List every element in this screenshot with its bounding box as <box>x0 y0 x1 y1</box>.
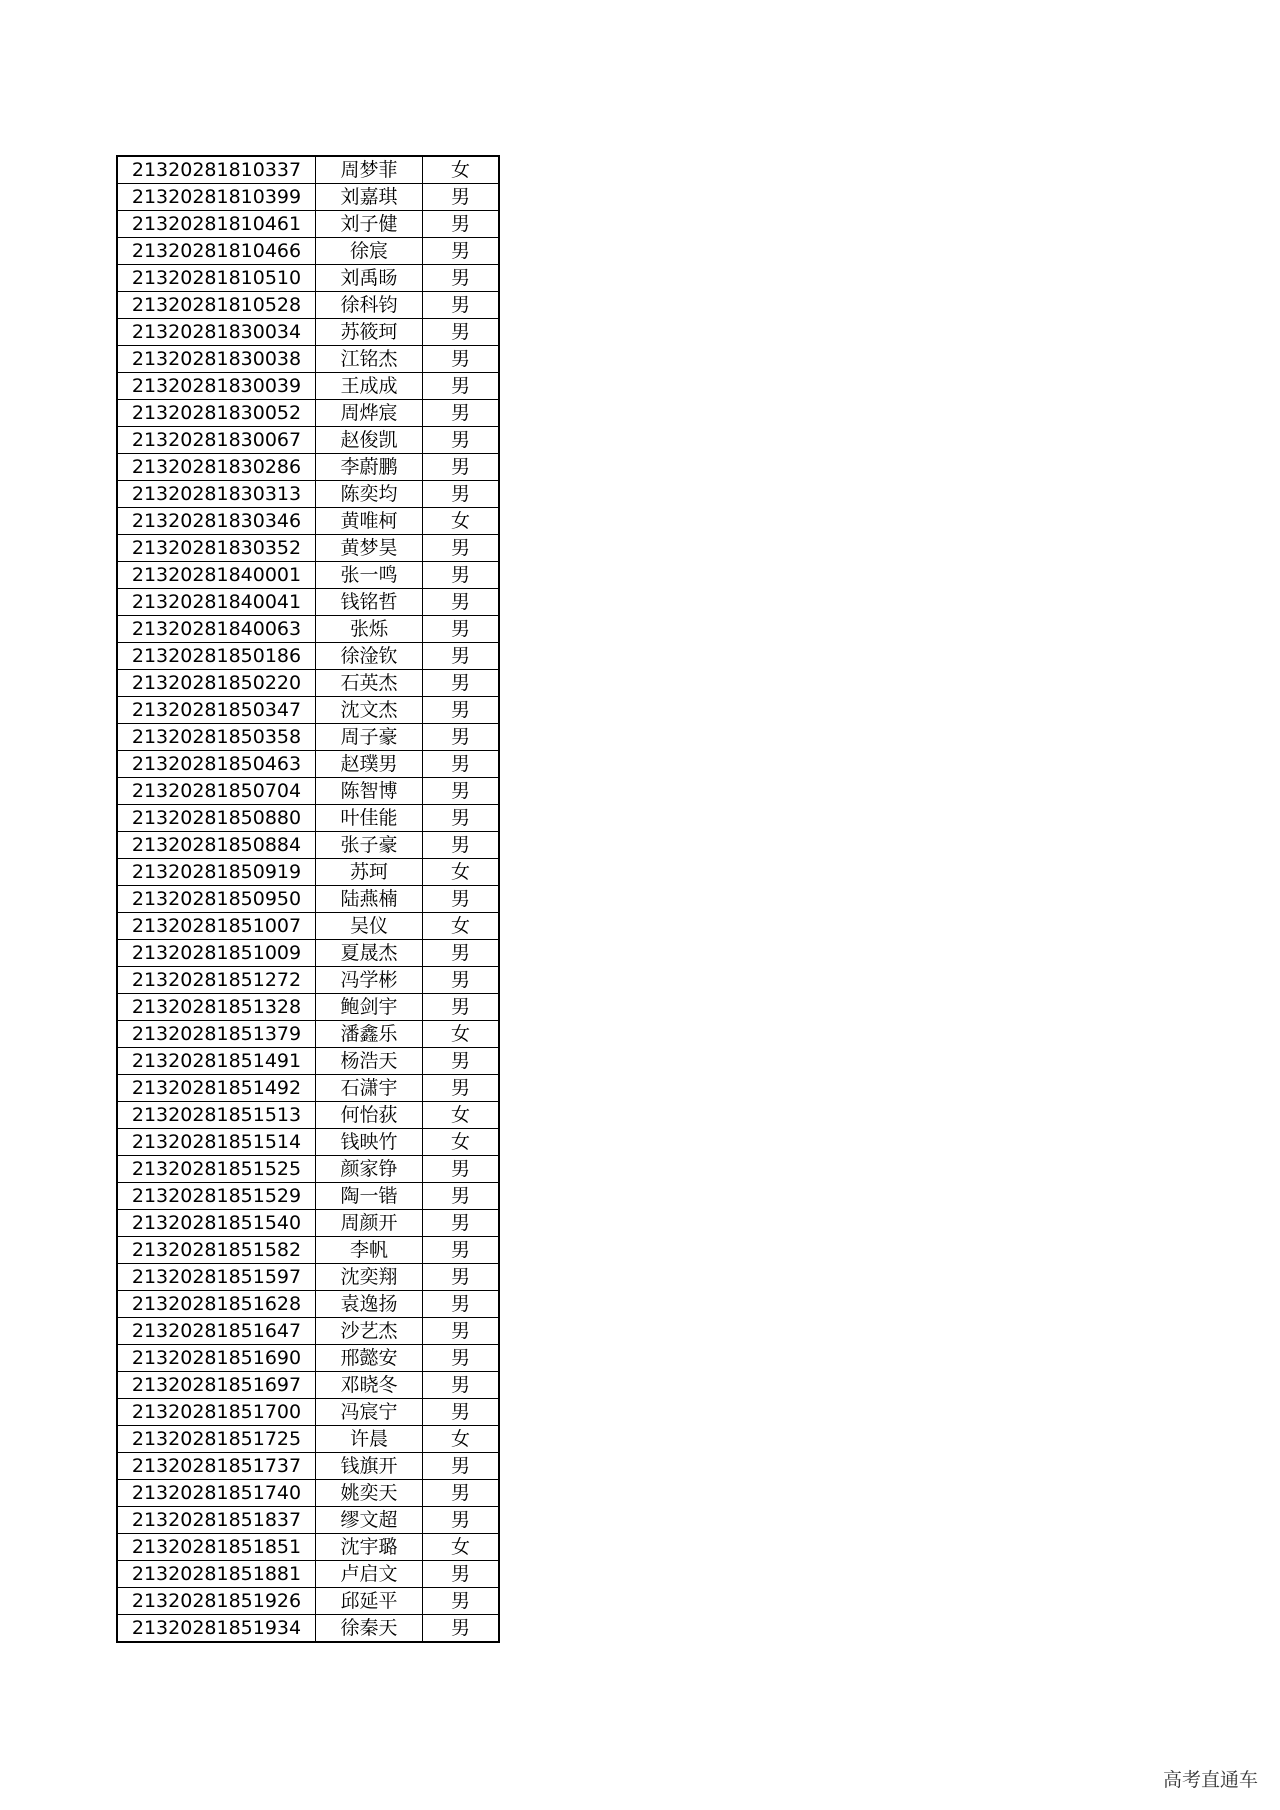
table-row <box>117 319 499 346</box>
name-cell: 颜家铮 <box>316 1156 423 1183</box>
gender-cell: 男 <box>423 1210 500 1237</box>
exam-id-cell: 21320281840063 <box>117 616 316 643</box>
gender-cell: 女 <box>423 156 500 184</box>
exam-id-cell: 21320281851525 <box>117 1156 316 1183</box>
table-row <box>117 292 499 319</box>
table-row <box>117 1210 499 1237</box>
table-row <box>117 1480 499 1507</box>
exam-id-cell: 21320281851697 <box>117 1372 316 1399</box>
table-row <box>117 1318 499 1345</box>
name-cell: 袁逸扬 <box>316 1291 423 1318</box>
gender-cell: 男 <box>423 238 500 265</box>
exam-id-cell: 21320281851725 <box>117 1426 316 1453</box>
name-cell: 陆燕楠 <box>316 886 423 913</box>
gender-cell: 女 <box>423 1534 500 1561</box>
name-cell: 陈智博 <box>316 778 423 805</box>
table-row <box>117 1237 499 1264</box>
table-row <box>117 1291 499 1318</box>
table-row <box>117 886 499 913</box>
exam-id-cell: 21320281851009 <box>117 940 316 967</box>
exam-id-cell: 21320281851690 <box>117 1345 316 1372</box>
table-row <box>117 156 499 184</box>
exam-id-cell: 21320281810528 <box>117 292 316 319</box>
exam-id-cell: 21320281851740 <box>117 1480 316 1507</box>
table-row <box>117 778 499 805</box>
table-row <box>117 265 499 292</box>
gender-cell: 男 <box>423 1372 500 1399</box>
name-cell: 李蔚鹏 <box>316 454 423 481</box>
name-cell: 沈宇璐 <box>316 1534 423 1561</box>
table-row <box>117 805 499 832</box>
name-cell: 石英杰 <box>316 670 423 697</box>
exam-id-cell: 21320281850463 <box>117 751 316 778</box>
table-row <box>117 859 499 886</box>
name-cell: 姚奕天 <box>316 1480 423 1507</box>
exam-id-cell: 21320281840001 <box>117 562 316 589</box>
gender-cell: 女 <box>423 1102 500 1129</box>
name-cell: 周子豪 <box>316 724 423 751</box>
gender-cell: 男 <box>423 616 500 643</box>
table-row <box>117 616 499 643</box>
table-row <box>117 346 499 373</box>
name-cell: 王成成 <box>316 373 423 400</box>
exam-id-cell: 21320281850186 <box>117 643 316 670</box>
exam-id-cell: 21320281850919 <box>117 859 316 886</box>
gender-cell: 男 <box>423 1156 500 1183</box>
gender-cell: 男 <box>423 400 500 427</box>
gender-cell: 男 <box>423 1291 500 1318</box>
exam-id-cell: 21320281850347 <box>117 697 316 724</box>
gender-cell: 男 <box>423 1318 500 1345</box>
gender-cell: 男 <box>423 1480 500 1507</box>
name-cell: 沈奕翔 <box>316 1264 423 1291</box>
exam-id-cell: 21320281851934 <box>117 1615 316 1643</box>
exam-id-cell: 21320281830346 <box>117 508 316 535</box>
name-cell: 钱旗开 <box>316 1453 423 1480</box>
gender-cell: 男 <box>423 427 500 454</box>
gender-cell: 男 <box>423 886 500 913</box>
table-row <box>117 562 499 589</box>
table-row <box>117 1156 499 1183</box>
table-row <box>117 211 499 238</box>
exam-id-cell: 21320281851540 <box>117 1210 316 1237</box>
table-row <box>117 832 499 859</box>
name-cell: 刘嘉琪 <box>316 184 423 211</box>
gender-cell: 男 <box>423 751 500 778</box>
name-cell: 缪文超 <box>316 1507 423 1534</box>
name-cell: 黄梦昊 <box>316 535 423 562</box>
table-row <box>117 994 499 1021</box>
exam-id-cell: 21320281851272 <box>117 967 316 994</box>
gender-cell: 男 <box>423 319 500 346</box>
table-body <box>117 156 499 1642</box>
exam-id-cell: 21320281851491 <box>117 1048 316 1075</box>
name-cell: 邢懿安 <box>316 1345 423 1372</box>
gender-cell: 男 <box>423 346 500 373</box>
name-cell: 夏晟杰 <box>316 940 423 967</box>
gender-cell: 男 <box>423 832 500 859</box>
exam-id-cell: 21320281851700 <box>117 1399 316 1426</box>
table-row <box>117 1588 499 1615</box>
gender-cell: 女 <box>423 508 500 535</box>
gender-cell: 男 <box>423 454 500 481</box>
gender-cell: 女 <box>423 1129 500 1156</box>
gender-cell: 男 <box>423 967 500 994</box>
name-cell: 张子豪 <box>316 832 423 859</box>
exam-id-cell: 21320281851529 <box>117 1183 316 1210</box>
table-row <box>117 184 499 211</box>
exam-id-cell: 21320281810461 <box>117 211 316 238</box>
table-row <box>117 1102 499 1129</box>
table-row <box>117 967 499 994</box>
table-row <box>117 481 499 508</box>
exam-id-cell: 21320281851328 <box>117 994 316 1021</box>
gender-cell: 男 <box>423 265 500 292</box>
gender-cell: 男 <box>423 778 500 805</box>
table-row <box>117 1561 499 1588</box>
gender-cell: 男 <box>423 562 500 589</box>
table-row <box>117 697 499 724</box>
exam-id-cell: 21320281851582 <box>117 1237 316 1264</box>
table-row <box>117 1453 499 1480</box>
name-cell: 徐科钧 <box>316 292 423 319</box>
gender-cell: 女 <box>423 1426 500 1453</box>
gender-cell: 男 <box>423 535 500 562</box>
gender-cell: 男 <box>423 1399 500 1426</box>
table-row <box>117 1048 499 1075</box>
table-row <box>117 643 499 670</box>
table-row <box>117 238 499 265</box>
exam-id-cell: 21320281851597 <box>117 1264 316 1291</box>
name-cell: 吴仪 <box>316 913 423 940</box>
gender-cell: 男 <box>423 1561 500 1588</box>
table-row <box>117 1426 499 1453</box>
name-cell: 徐淦钦 <box>316 643 423 670</box>
name-cell: 周颜开 <box>316 1210 423 1237</box>
table-row <box>117 1507 499 1534</box>
exam-id-cell: 21320281850358 <box>117 724 316 751</box>
name-cell: 潘鑫乐 <box>316 1021 423 1048</box>
name-cell: 徐秦天 <box>316 1615 423 1643</box>
gender-cell: 男 <box>423 670 500 697</box>
exam-id-cell: 21320281851513 <box>117 1102 316 1129</box>
exam-id-cell: 21320281850220 <box>117 670 316 697</box>
table-row <box>117 724 499 751</box>
gender-cell: 女 <box>423 859 500 886</box>
name-cell: 卢启文 <box>316 1561 423 1588</box>
table-row <box>117 400 499 427</box>
gender-cell: 男 <box>423 643 500 670</box>
exam-id-cell: 21320281850704 <box>117 778 316 805</box>
exam-id-cell: 21320281830038 <box>117 346 316 373</box>
gender-cell: 男 <box>423 1345 500 1372</box>
name-cell: 鲍剑宇 <box>316 994 423 1021</box>
gender-cell: 男 <box>423 724 500 751</box>
gender-cell: 男 <box>423 292 500 319</box>
watermark-text: 高考直通车 <box>1162 1769 1258 1791</box>
table-row <box>117 940 499 967</box>
exam-id-cell: 21320281810510 <box>117 265 316 292</box>
exam-id-cell: 21320281851514 <box>117 1129 316 1156</box>
exam-id-cell: 21320281830034 <box>117 319 316 346</box>
name-cell: 周烨宸 <box>316 400 423 427</box>
gender-cell: 男 <box>423 1183 500 1210</box>
table-row <box>117 1021 499 1048</box>
table-row <box>117 1264 499 1291</box>
gender-cell: 男 <box>423 994 500 1021</box>
exam-id-cell: 21320281851628 <box>117 1291 316 1318</box>
name-cell: 邱延平 <box>316 1588 423 1615</box>
name-cell: 何怡荻 <box>316 1102 423 1129</box>
gender-cell: 男 <box>423 481 500 508</box>
exam-id-cell: 21320281840041 <box>117 589 316 616</box>
exam-id-cell: 21320281850884 <box>117 832 316 859</box>
gender-cell: 男 <box>423 1264 500 1291</box>
gender-cell: 男 <box>423 373 500 400</box>
table-row <box>117 1399 499 1426</box>
name-cell: 苏珂 <box>316 859 423 886</box>
exam-id-cell: 21320281830067 <box>117 427 316 454</box>
name-cell: 许晨 <box>316 1426 423 1453</box>
gender-cell: 男 <box>423 1588 500 1615</box>
name-cell: 冯学彬 <box>316 967 423 994</box>
gender-cell: 男 <box>423 1507 500 1534</box>
name-cell: 沙艺杰 <box>316 1318 423 1345</box>
exam-id-cell: 21320281851851 <box>117 1534 316 1561</box>
table-row <box>117 454 499 481</box>
name-cell: 沈文杰 <box>316 697 423 724</box>
name-cell: 陶一锴 <box>316 1183 423 1210</box>
table-row <box>117 1075 499 1102</box>
gender-cell: 男 <box>423 1048 500 1075</box>
name-cell: 黄唯柯 <box>316 508 423 535</box>
name-cell: 周梦菲 <box>316 156 423 184</box>
exam-id-cell: 21320281810466 <box>117 238 316 265</box>
name-cell: 赵璞男 <box>316 751 423 778</box>
name-cell: 杨浩天 <box>316 1048 423 1075</box>
gender-cell: 男 <box>423 589 500 616</box>
name-cell: 江铭杰 <box>316 346 423 373</box>
exam-id-cell: 21320281810337 <box>117 156 316 184</box>
table-row <box>117 508 499 535</box>
name-cell: 刘子健 <box>316 211 423 238</box>
name-cell: 徐宸 <box>316 238 423 265</box>
name-cell: 邓晓冬 <box>316 1372 423 1399</box>
exam-id-cell: 21320281830052 <box>117 400 316 427</box>
exam-id-cell: 21320281850880 <box>117 805 316 832</box>
exam-id-cell: 21320281851926 <box>117 1588 316 1615</box>
exam-id-cell: 21320281851007 <box>117 913 316 940</box>
exam-id-cell: 21320281851647 <box>117 1318 316 1345</box>
table-row <box>117 427 499 454</box>
name-cell: 钱映竹 <box>316 1129 423 1156</box>
exam-id-cell: 21320281830286 <box>117 454 316 481</box>
exam-id-cell: 21320281851737 <box>117 1453 316 1480</box>
name-cell: 冯宸宁 <box>316 1399 423 1426</box>
exam-id-cell: 21320281850950 <box>117 886 316 913</box>
exam-id-cell: 21320281851837 <box>117 1507 316 1534</box>
exam-id-cell: 21320281830313 <box>117 481 316 508</box>
name-cell: 张一鸣 <box>316 562 423 589</box>
gender-cell: 男 <box>423 211 500 238</box>
table-row <box>117 1615 499 1643</box>
gender-cell: 女 <box>423 913 500 940</box>
gender-cell: 男 <box>423 805 500 832</box>
table-row <box>117 1129 499 1156</box>
gender-cell: 女 <box>423 1021 500 1048</box>
name-cell: 陈奕均 <box>316 481 423 508</box>
table-row <box>117 751 499 778</box>
exam-id-cell: 21320281830352 <box>117 535 316 562</box>
name-cell: 李帆 <box>316 1237 423 1264</box>
gender-cell: 男 <box>423 184 500 211</box>
exam-id-cell: 21320281851379 <box>117 1021 316 1048</box>
exam-id-cell: 21320281830039 <box>117 373 316 400</box>
table-row <box>117 1372 499 1399</box>
gender-cell: 男 <box>423 697 500 724</box>
table-row <box>117 1534 499 1561</box>
name-cell: 赵俊凯 <box>316 427 423 454</box>
table-row <box>117 535 499 562</box>
name-cell: 钱铭哲 <box>316 589 423 616</box>
name-cell: 苏筱珂 <box>316 319 423 346</box>
name-cell: 刘禹旸 <box>316 265 423 292</box>
exam-id-cell: 21320281851881 <box>117 1561 316 1588</box>
table-row <box>117 670 499 697</box>
gender-cell: 男 <box>423 1453 500 1480</box>
student-table <box>116 155 500 1643</box>
table-row <box>117 373 499 400</box>
table-row <box>117 589 499 616</box>
exam-id-cell: 21320281851492 <box>117 1075 316 1102</box>
name-cell: 石潇宇 <box>316 1075 423 1102</box>
exam-id-cell: 21320281810399 <box>117 184 316 211</box>
table-row <box>117 1183 499 1210</box>
table-row <box>117 1345 499 1372</box>
table-row <box>117 913 499 940</box>
name-cell: 张烁 <box>316 616 423 643</box>
gender-cell: 男 <box>423 940 500 967</box>
gender-cell: 男 <box>423 1075 500 1102</box>
gender-cell: 男 <box>423 1237 500 1264</box>
name-cell: 叶佳能 <box>316 805 423 832</box>
gender-cell: 男 <box>423 1615 500 1643</box>
